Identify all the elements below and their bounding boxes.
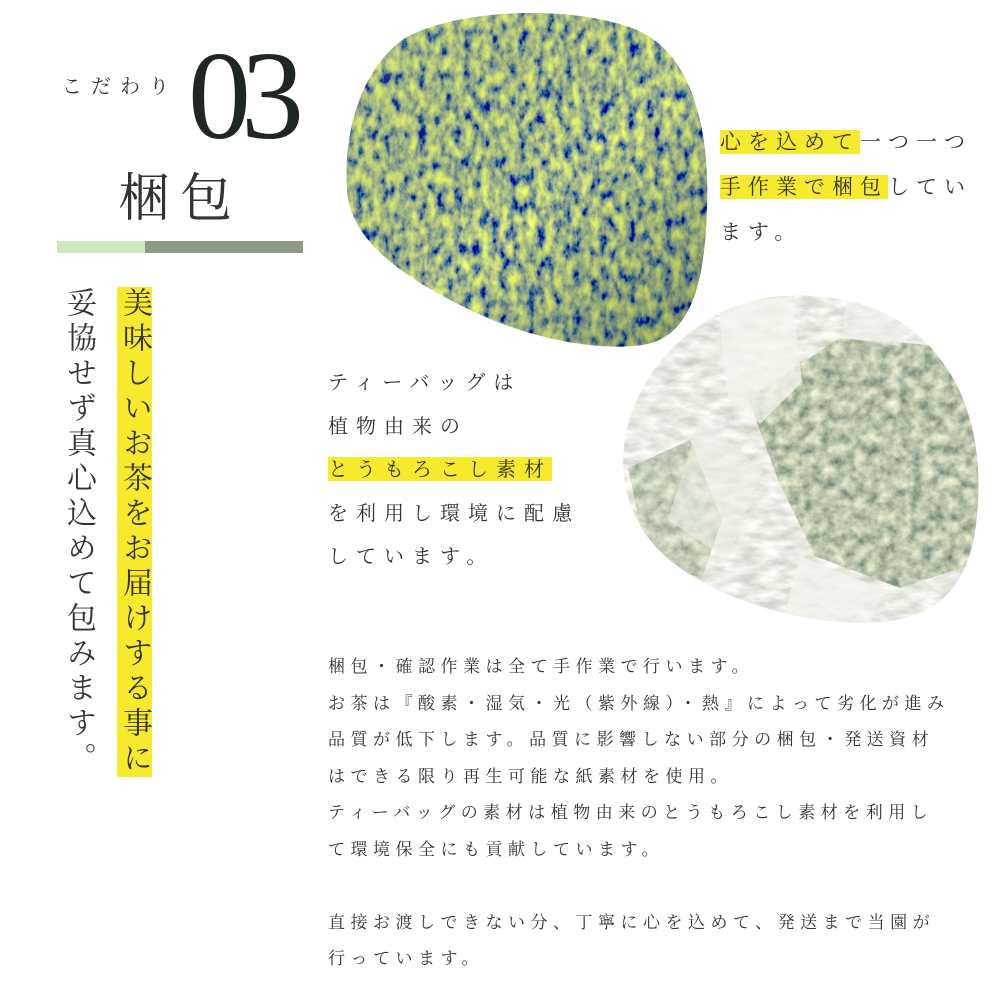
- caption-highlight: 手作業で梱包: [720, 175, 888, 199]
- caption-highlight: 心を込めて: [720, 130, 860, 154]
- caption-line: [328, 448, 580, 492]
- divider-bar: [145, 241, 303, 253]
- vertical-tagline: [50, 287, 162, 787]
- caption-highlight: とうもろこし素材: [328, 457, 552, 481]
- body-line: 直接お渡しできない分、丁寧に心を込めて、発送まで当園が: [328, 912, 936, 933]
- caption-line: しています。: [328, 544, 495, 568]
- caption-line: 植物由来の: [328, 413, 468, 438]
- tagline-column-1: [106, 287, 162, 787]
- section-title: 梱包: [118, 169, 243, 229]
- handwork-caption: [720, 120, 972, 255]
- body-line: て環境保全にも貢献しています。: [328, 839, 665, 860]
- section-number: 03: [188, 27, 294, 166]
- caption-text: 一つ一つ: [860, 130, 972, 154]
- caption-line: [720, 120, 972, 165]
- paragraph-gap: [328, 868, 950, 905]
- caption-line: ティーバッグは: [328, 370, 522, 394]
- tagline-column-2: 妥協せず真心込めて包みます。: [61, 287, 96, 777]
- body-line: 行っています。: [328, 949, 485, 969]
- caption-line: [720, 165, 972, 210]
- teabag-caption: [328, 361, 580, 579]
- section-kicker: こだわり: [62, 74, 178, 98]
- caption-line: ます。: [720, 220, 803, 244]
- tea-bag-fold: [842, 300, 912, 346]
- body-line: はできる限り再生可能な紙素材を使用。: [328, 766, 733, 787]
- body-line: 梱包・確認作業は全て手作業で行います。: [328, 657, 755, 677]
- caption-text: してい: [888, 175, 972, 199]
- body-line: 品質が低下します。品質に影響しない部分の梱包・発送資材: [328, 730, 935, 750]
- tagline-highlight: 美味しいお茶をお届けする事に: [117, 287, 152, 777]
- tea-bags-photo: [615, 285, 985, 630]
- divider-accent: [57, 241, 145, 253]
- caption-line: を利用し環境に配慮: [328, 500, 580, 525]
- description-body: [328, 649, 950, 978]
- body-line: お茶は『酸素・湿気・光（紫外線）・熱』によって劣化が進み: [328, 693, 950, 714]
- body-line: ティーバッグの素材は植物由来のとうもろこし素材を利用し: [328, 803, 934, 823]
